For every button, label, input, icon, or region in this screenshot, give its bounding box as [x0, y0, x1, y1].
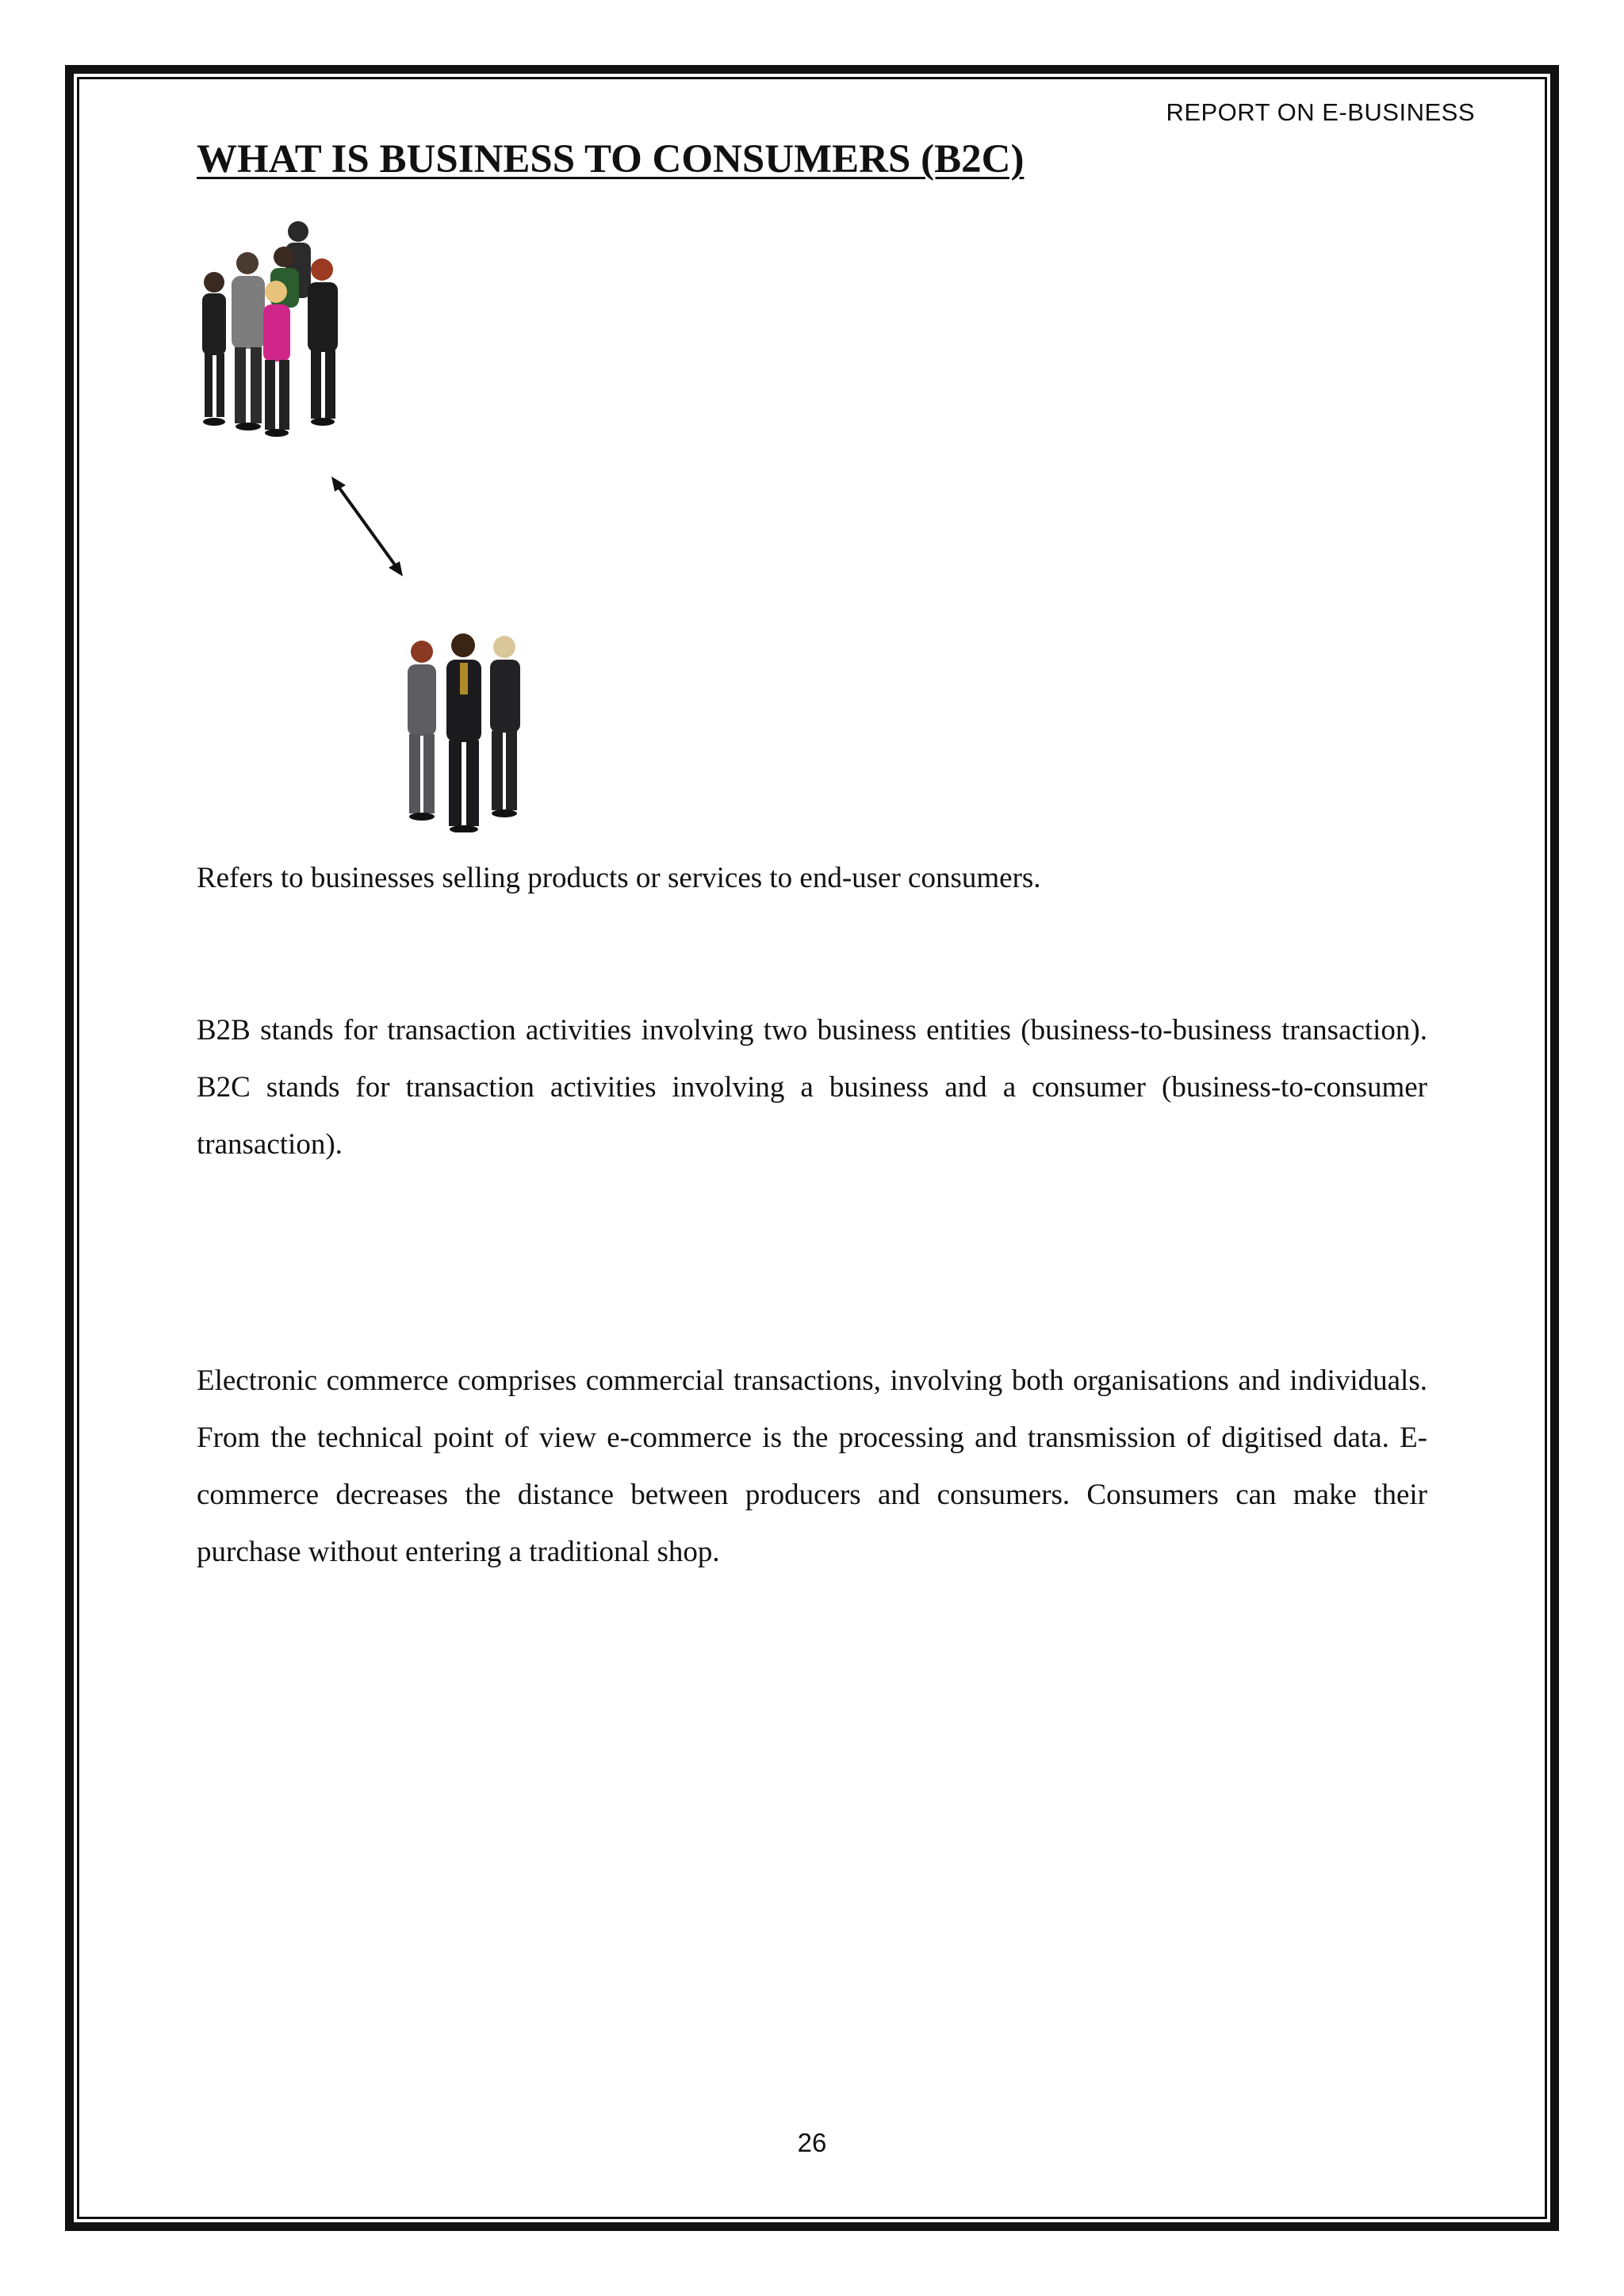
- paragraph-electronic-commerce: Electronic commerce comprises commercial transactions, involving both organisations and individuals. From the technical point of view e-commerce is the processing and transmission of digitised data. E-commerce decreases the distance between producers and consumers. Consumers can make their purchase without entering a traditional shop.: [197, 1364, 1427, 1568]
- business-people-icon: [408, 633, 520, 832]
- paragraph-b2c-definition: Refers to businesses selling products or services to end-user consumers.: [197, 862, 1041, 894]
- running-header: REPORT ON E-BUSINESS: [1166, 98, 1475, 126]
- b2c-illustration: [190, 214, 587, 832]
- page-title: WHAT IS BUSINESS TO CONSUMERS (B2C): [197, 137, 1025, 182]
- double-arrow-icon: [331, 476, 403, 576]
- people-group-icon: [202, 221, 338, 437]
- paragraph-b2b-b2c: B2B stands for transaction activities involving two business entities (business-to-business transaction). B2C stands for transaction activities involving a business and a consumer (business-to-consumer transaction).: [197, 1014, 1427, 1161]
- page-number: 26: [797, 2128, 827, 2157]
